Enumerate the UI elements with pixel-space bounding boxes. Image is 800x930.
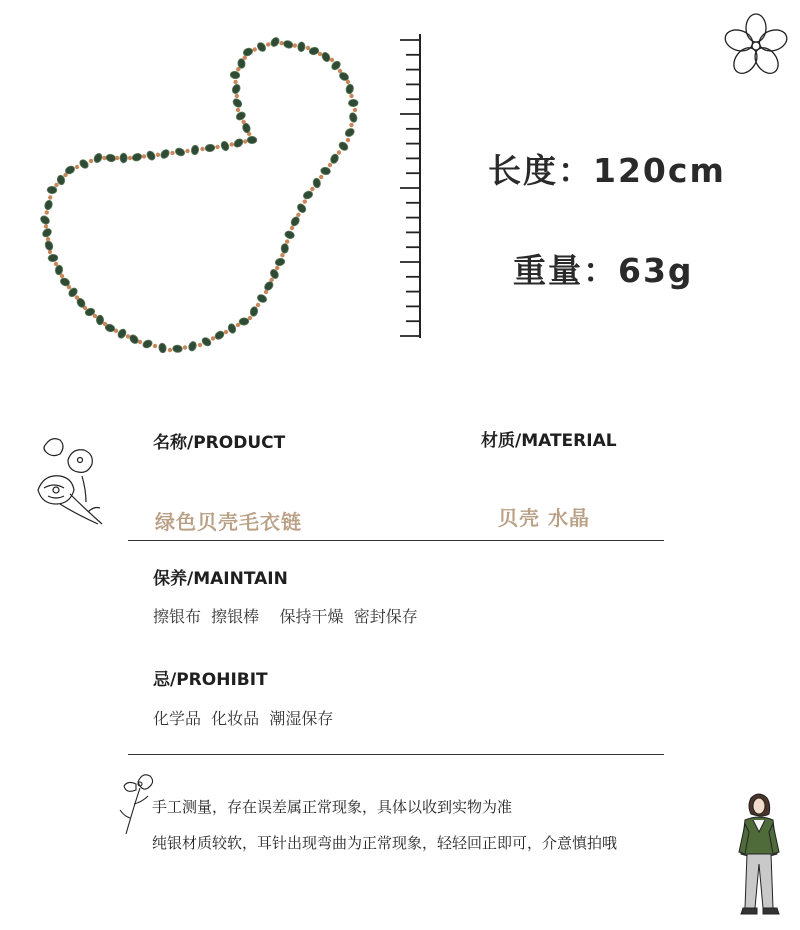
shell-bead [274, 257, 285, 266]
crystal-bead [89, 159, 93, 163]
shell-bead [329, 153, 339, 165]
shell-bead [348, 112, 358, 123]
shell-bead [247, 136, 257, 143]
crystal-bead [153, 344, 157, 348]
shell-bead [145, 150, 156, 162]
material-value: 贝壳 水晶 [498, 506, 590, 530]
shell-bead [227, 323, 237, 334]
crystal-bead [233, 80, 237, 84]
flower-icon [722, 12, 790, 80]
shell-bead [48, 254, 58, 262]
crystal-bead [185, 149, 189, 153]
product-value: 绿色贝壳毛衣链 [155, 510, 302, 534]
crystal-bead [54, 183, 58, 187]
shell-bead [345, 83, 354, 94]
ruler-icon [395, 32, 435, 342]
crystal-bead [170, 151, 174, 155]
crystal-bead [285, 239, 289, 243]
maintain-label: 保养/MAINTAIN [153, 569, 288, 589]
crystal-bead [45, 210, 49, 214]
crystal-bead [215, 145, 219, 149]
sketch-flower-icon [30, 432, 110, 532]
material-label: 材质/MATERIAL [481, 431, 617, 451]
crystal-bead [156, 153, 160, 157]
shell-bead [41, 227, 53, 239]
crystal-bead [168, 348, 172, 352]
crystal-bead [236, 323, 240, 327]
crystal-bead [241, 120, 245, 124]
shell-bead [128, 333, 140, 345]
crystal-bead [293, 43, 297, 47]
shell-bead [191, 145, 199, 156]
shell-bead [158, 343, 167, 354]
crystal-bead [318, 52, 322, 56]
shell-bead [249, 306, 258, 317]
crystal-bead [75, 295, 79, 299]
crystal-bead [46, 237, 50, 241]
shell-bead [321, 51, 332, 63]
shell-bead [282, 39, 293, 49]
length-spec: 长度：120cm [488, 151, 726, 190]
shell-bead [302, 190, 314, 200]
crystal-bead [211, 336, 215, 340]
crystal-bead [253, 47, 257, 51]
crystal-bead [330, 58, 334, 62]
shell-bead [263, 280, 275, 292]
shell-bead [116, 328, 127, 340]
crystal-bead [319, 175, 323, 179]
crystal-bead [346, 138, 350, 142]
shell-bead [231, 97, 243, 109]
shell-bead [235, 110, 247, 121]
shell-bead [284, 230, 295, 240]
shell-bead [43, 199, 53, 210]
crystal-bead [280, 253, 284, 257]
crystal-bead [75, 165, 79, 169]
crystal-bead [290, 226, 294, 230]
shell-bead [131, 152, 142, 162]
crystal-bead [230, 142, 234, 146]
shell-bead [239, 318, 249, 326]
shell-bead [230, 71, 241, 80]
crystal-bead [183, 345, 187, 349]
crystal-bead [353, 108, 357, 112]
crystal-bead [256, 303, 260, 307]
shell-bead [92, 152, 103, 164]
shell-bead [142, 339, 154, 350]
crystal-bead [346, 80, 350, 84]
shell-bead [78, 158, 90, 170]
crystal-bead [236, 108, 240, 112]
crystal-bead [200, 147, 204, 151]
divider [128, 754, 664, 755]
shell-bead [159, 148, 171, 160]
shell-bead [201, 336, 213, 348]
shell-bead [205, 144, 216, 152]
prohibit-text: 化学品 化妆品 潮湿保存 [153, 709, 334, 728]
product-label: 名称/PRODUCT [153, 433, 286, 453]
shell-bead [290, 215, 301, 227]
maintain-text: 擦银布 擦银棒 保持干燥 密封保存 [153, 607, 418, 626]
shell-bead [96, 315, 103, 325]
shell-bead [313, 178, 321, 189]
material-note: 纯银材质较软，耳针出现弯曲为正常现象，轻轻回正即可，介意慎拍哦 [152, 834, 618, 852]
necklace-image [30, 30, 390, 370]
crystal-bead [303, 199, 307, 203]
person-illustration [733, 790, 785, 920]
crystal-bead [235, 94, 239, 98]
shell-bead [296, 202, 308, 214]
crystal-bead [310, 187, 314, 191]
measurement-note: 手工测量，存在误差属正常现象，具体以收到实物为准 [152, 798, 513, 816]
crystal-bead [48, 195, 52, 199]
shell-bead [55, 265, 64, 276]
shell-bead [320, 167, 331, 175]
crystal-bead [275, 266, 279, 270]
shell-bead [220, 140, 230, 152]
crystal-bead [337, 150, 341, 154]
shell-bead [231, 83, 242, 95]
crystal-bead [224, 330, 228, 334]
crystal-bead [264, 290, 268, 294]
crystal-bead [126, 334, 130, 338]
shell-bead [233, 137, 245, 149]
crystal-bead [44, 224, 48, 228]
crystal-bead [198, 343, 202, 347]
shell-bead [269, 36, 280, 48]
crystal-bead [266, 42, 270, 46]
crystal-bead [243, 139, 247, 143]
crystal-bead [349, 123, 353, 127]
crystal-bead [328, 163, 332, 167]
shell-bead [256, 41, 268, 53]
shell-bead [47, 186, 57, 194]
shell-bead [39, 214, 51, 225]
shell-bead [120, 153, 128, 163]
weight-spec: 重量：63g [513, 251, 694, 290]
shell-bead [348, 99, 358, 107]
shell-bead [256, 293, 268, 304]
crystal-bead [243, 56, 247, 60]
shell-bead [172, 345, 182, 353]
prohibit-label: 忌/PROHIBIT [153, 670, 268, 690]
crystal-bead [349, 94, 353, 98]
shell-bead [187, 340, 197, 352]
shell-bead [242, 47, 254, 57]
crystal-bead [128, 156, 132, 160]
crystal-bead [115, 156, 119, 160]
crystal-bead [142, 154, 146, 158]
shell-bead [297, 42, 305, 52]
shell-bead [105, 153, 116, 162]
crystal-bead [279, 41, 283, 45]
crystal-bead [296, 213, 300, 217]
shell-bead [344, 127, 356, 138]
shell-bead [214, 330, 226, 341]
shell-bead [44, 240, 54, 252]
shell-bead [174, 147, 186, 157]
divider [128, 540, 664, 541]
crystal-bead [54, 262, 58, 266]
shell-bead [281, 243, 289, 253]
